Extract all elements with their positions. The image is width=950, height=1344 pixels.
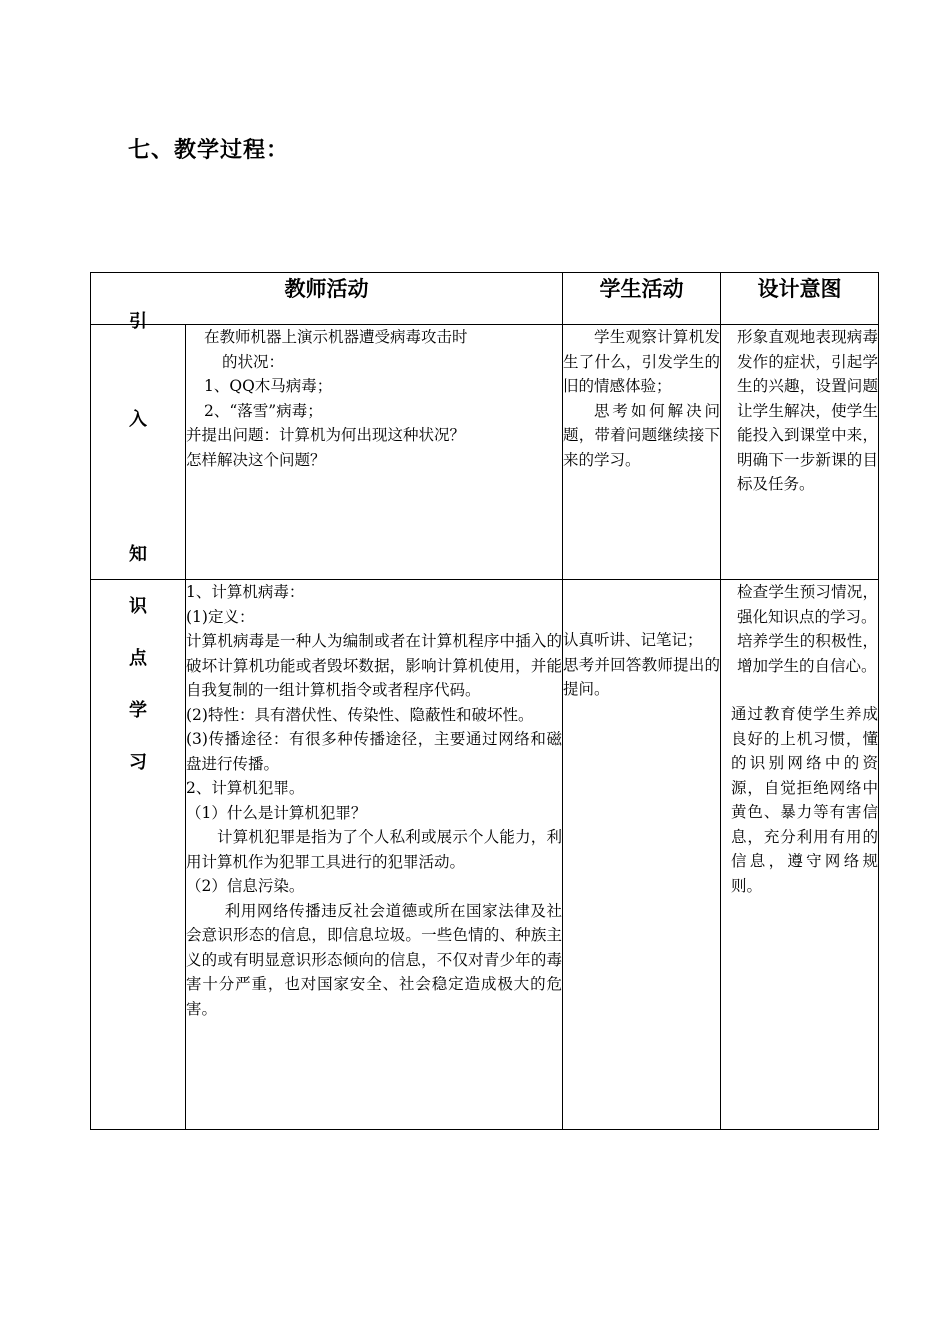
text-paragraph: 学生观察计算机发生了什么，引发学生的旧的情感体验；: [563, 328, 720, 395]
text-line: 怎样解决这个问题？: [186, 450, 326, 469]
text-paragraph: 形象直观地表现病毒发作的症状，引起学生的兴趣，设置问题让学生解决，使学生能投入到课堂中来，明确下一步新课的目标及任务。: [737, 328, 878, 493]
teacher-activity-knowledge: [186, 580, 563, 1130]
text-paragraph: 计算机犯罪是指为了个人私利或展示个人能力，利用计算机作为犯罪工具进行的犯罪活动。: [186, 828, 562, 871]
label-char: 知: [129, 544, 147, 565]
text-paragraph: 思考并回答教师提出的提问。: [563, 655, 720, 698]
text-paragraph: 通过教育使学生养成良好的上机习惯，懂的识别网络中的资源，自觉拒绝网络中黄色、暴力等有害信息，充分利用有用的信息，遵守网络规则。: [731, 705, 878, 895]
label-char: 引: [129, 311, 147, 332]
text-line: 并提出问题：计算机为何出现这种状况？: [186, 426, 466, 444]
text-line: (1)定义：: [186, 607, 255, 626]
text-line: （2）信息污染。: [186, 877, 305, 895]
section-heading: 七、教学过程：: [128, 138, 290, 163]
label-char: 学: [129, 700, 147, 721]
text-paragraph: 认真听讲、记笔记；: [563, 631, 703, 649]
text-paragraph: 思考如何解决问题，带着问题继续接下来的学习。: [563, 401, 720, 469]
teacher-activity-intro: [186, 325, 563, 580]
header-design-intent: 设计意图: [721, 273, 879, 325]
text-paragraph: 检查学生预习情况，强化知识点的学习。: [737, 583, 878, 626]
header-teacher-activity: 教师活动: [91, 273, 563, 325]
label-char: 习: [129, 752, 147, 773]
text-paragraph: 计算机病毒是一种人为编制或者在计算机程序中插入的破坏计算机功能或者毁坏数据，影响计算机使用，并能自我复制的一组计算机指令或者程序代码。: [186, 632, 562, 699]
text-line: 的状况：: [222, 352, 285, 371]
text-line: 2、“落雪”病毒；: [204, 401, 323, 420]
student-activity-intro: [563, 325, 721, 580]
text-paragraph: (2)特性：具有潜伏性、传染性、隐蔽性和破坏性。: [186, 705, 534, 724]
row-label-knowledge: [91, 544, 186, 1130]
text-line: 1、计算机病毒：: [186, 583, 305, 601]
table-row-introduction: [91, 325, 879, 580]
table-row-knowledge: [91, 580, 879, 1130]
text-line: 在教师机器上演示机器遭受病毒攻击时: [204, 328, 468, 346]
text-paragraph: (3)传播途径：有很多种传播途径，主要通过网络和磁盘进行传播。: [186, 730, 562, 773]
label-char: 入: [129, 409, 147, 430]
text-line: 2、计算机犯罪。: [186, 779, 305, 797]
text-line: （1）什么是计算机犯罪？: [186, 803, 367, 822]
table-header-row: [91, 273, 879, 325]
teaching-process-table: [90, 272, 879, 1130]
text-paragraph: 利用网络传播违反社会道德或所在国家法律及社会意识形态的信息，即信息垃圾。一些色情的、种族主义的或有明显意识形态倾向的信息，不仅对青少年的毒害十分严重，也对国家安全、社会稳定造成极大的危害。: [186, 901, 562, 1018]
label-char: 点: [129, 648, 147, 669]
text-line: 1、QQ木马病毒；: [204, 377, 333, 395]
header-student-activity: 学生活动: [563, 273, 721, 325]
label-char: 识: [129, 596, 147, 617]
design-intent-intro: [721, 325, 879, 580]
text-paragraph: 培养学生的积极性，增加学生的自信心。: [737, 632, 878, 675]
student-activity-knowledge: [563, 580, 721, 1130]
design-intent-knowledge: [721, 580, 879, 1130]
